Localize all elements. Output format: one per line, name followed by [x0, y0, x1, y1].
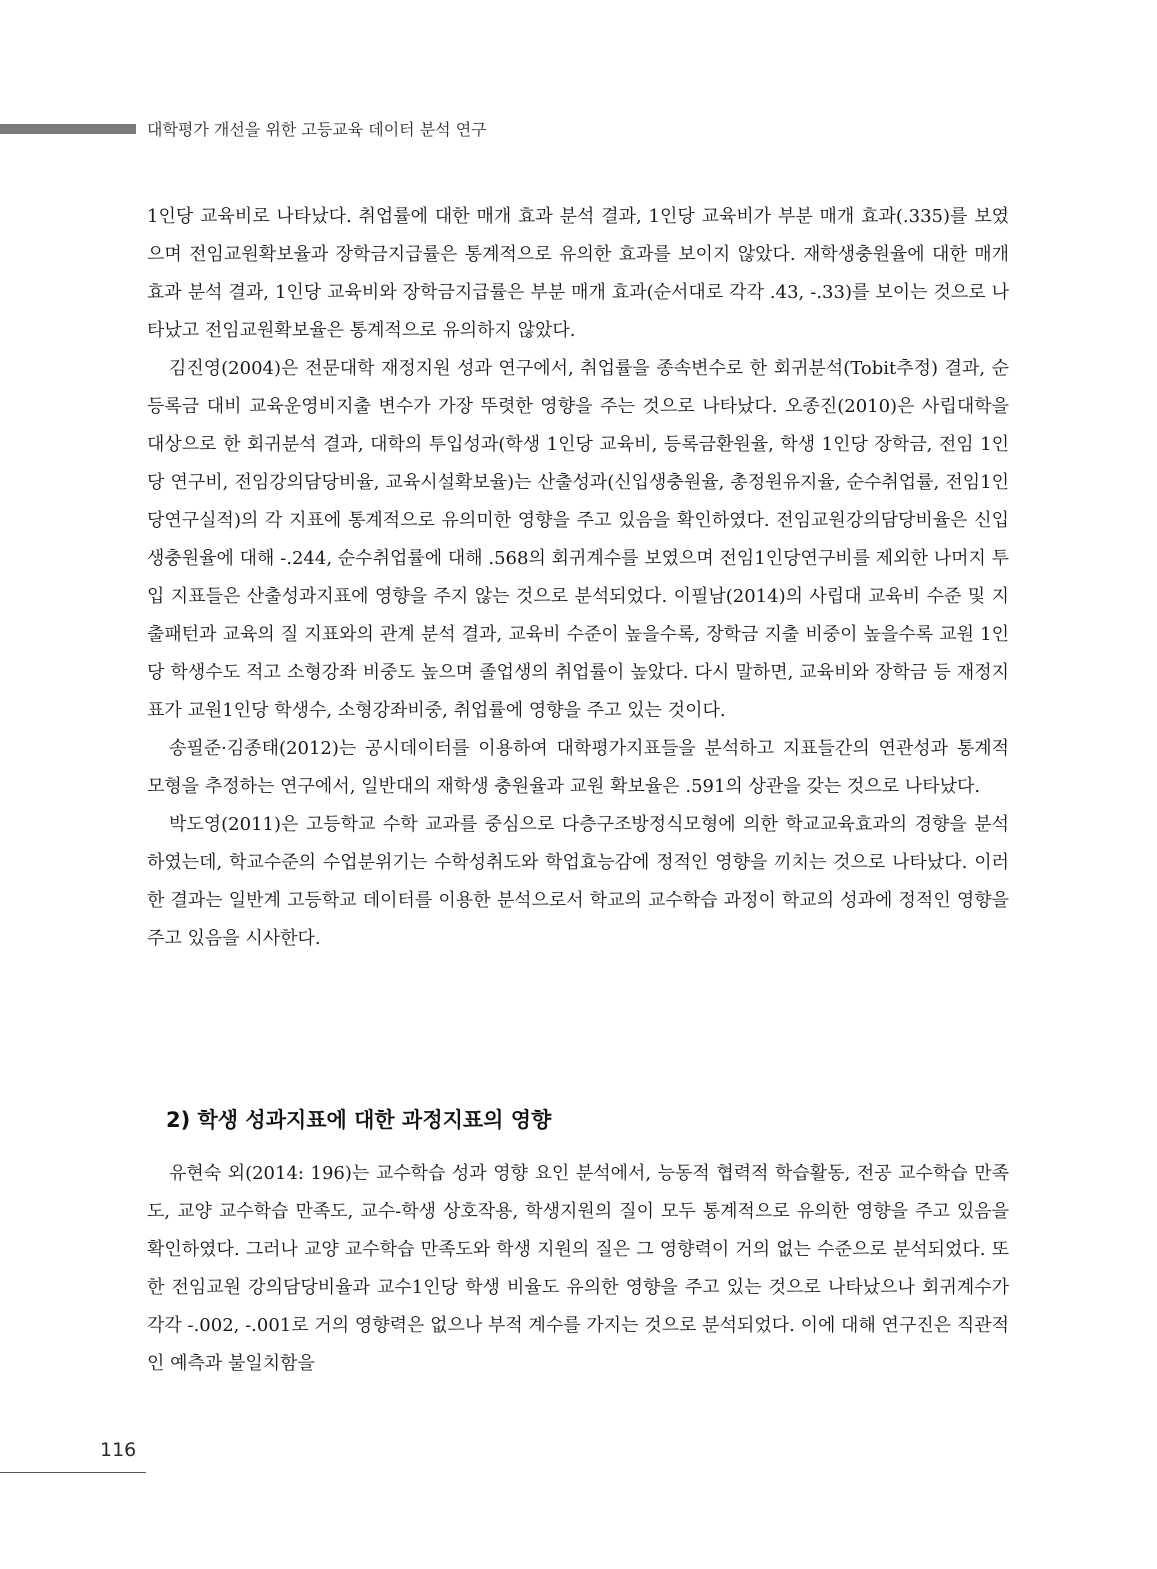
- paragraph: 송필준·김종태(2012)는 공시데이터를 이용하여 대학평가지표들을 분석하고 지표들간의 연관성과 통계적 모형을 추정하는 연구에서, 일반대의 재학생 충원율과 교원 확보율은 .591의 상관을 갖는 것으로 나타났다.: [147, 738, 1009, 797]
- paragraph: 김진영(2004)은 전문대학 재정지원 성과 연구에서, 취업률을 종속변수로 한 회귀분석(Tobit추정) 결과, 순등록금 대비 교육운영비지출 변수가 가장 뚜렷한 영향을 주는 것으로 나타났다. 오종진(2010)은 사립대학을 대상으로 한 회귀분석 결과, 대학의 투입성과(학생 1인당 교육비, 등록금환원율, 학생 1인당 장학금, 전임 1인당 연구비, 전임강의담당비율, 교육시설확보율)는 산출성과(신입생충원율, 총정원유지율, 순수취업률, 전임1인당연구실적)의 각 지표에 통계적으로 유의미한 영향을 주고 있음을 확인하였다. 전임교원강의담당비율은 신입생충원율에 대해 -.244, 순수취업률에 대해 .568의 회귀계수를 보였으며 전임1인당연구비를 제외한 나머지 투입 지표들은 산출성과지표에 영향을 주지 않는 것으로 분석되었다. 이필남(2014)의 사립대 교육비 수준 및 지출패턴과 교육의 질 지표와의 관계 분석 결과, 교육비 수준이 높을수록, 장학금 지출 비중이 높을수록 교원 1인당 학생수도 적고 소형강좌 비중도 높으며 졸업생의 취업률이 높았다. 다시 말하면, 교육비와 장학금 등 재정지표가 교원1인당 학생수, 소형강좌비중, 취업률에 영향을 주고 있는 것이다.: [147, 358, 1009, 721]
- header-accent-bar: [0, 124, 136, 134]
- paragraph: 유현숙 외(2014: 196)는 교수학습 성과 영향 요인 분석에서, 능동적 협력적 학습활동, 전공 교수학습 만족도, 교양 교수학습 만족도, 교수-학생 상호작용, 학생지원의 질이 모두 통계적으로 유의한 영향을 주고 있음을 확인하였다. 그러나 교양 교수학습 만족도와 학생 지원의 질은 그 영향력이 거의 없는 수준으로 분석되었다. 또한 전임교원 강의담당비율과 교수1인당 학생 비율도 유의한 영향을 주고 있는 것으로 나타났으나 회귀계수가 각각 -.002, -.001로 거의 영향력은 없으나 부적 계수를 가지는 것으로 분석되었다. 이에 대해 연구진은 직관적인 예측과 불일치함을: [147, 1163, 1009, 1374]
- paragraph-continuation: 1인당 교육비로 나타났다. 취업률에 대한 매개 효과 분석 결과, 1인당 교육비가 부분 매개 효과(.335)를 보였으며 전임교원확보율과 장학금지급률은 통계적으로 유의한 효과를 보이지 않았다. 재학생충원율에 대한 매개 효과 분석 결과, 1인당 교육비와 장학금지급률은 부분 매개 효과(순서대로 각각 .43, -.33)를 보이는 것으로 나타났고 전임교원확보율은 통계적으로 유의하지 않았다.: [147, 206, 1009, 341]
- paragraph: 박도영(2011)은 고등학교 수학 교과를 중심으로 다층구조방정식모형에 의한 학교교육효과의 경향을 분석하였는데, 학교수준의 수업분위기는 수학성취도와 학업효능감에 정적인 영향을 끼치는 것으로 나타났다. 이러한 결과는 일반계 고등학교 데이터를 이용한 분석으로서 학교의 교수학습 과정이 학교의 성과에 정적인 영향을 주고 있음을 시사한다.: [147, 814, 1009, 949]
- section-body-text: [147, 1155, 1009, 1383]
- section-heading: 2) 학생 성과지표에 대한 과정지표의 영향: [166, 1108, 552, 1132]
- running-title: 대학평가 개선을 위한 고등교육 데이터 분석 연구: [147, 120, 487, 139]
- body-text: [147, 198, 1009, 958]
- footer-rule: [0, 1472, 146, 1473]
- page-number: 116: [100, 1439, 137, 1461]
